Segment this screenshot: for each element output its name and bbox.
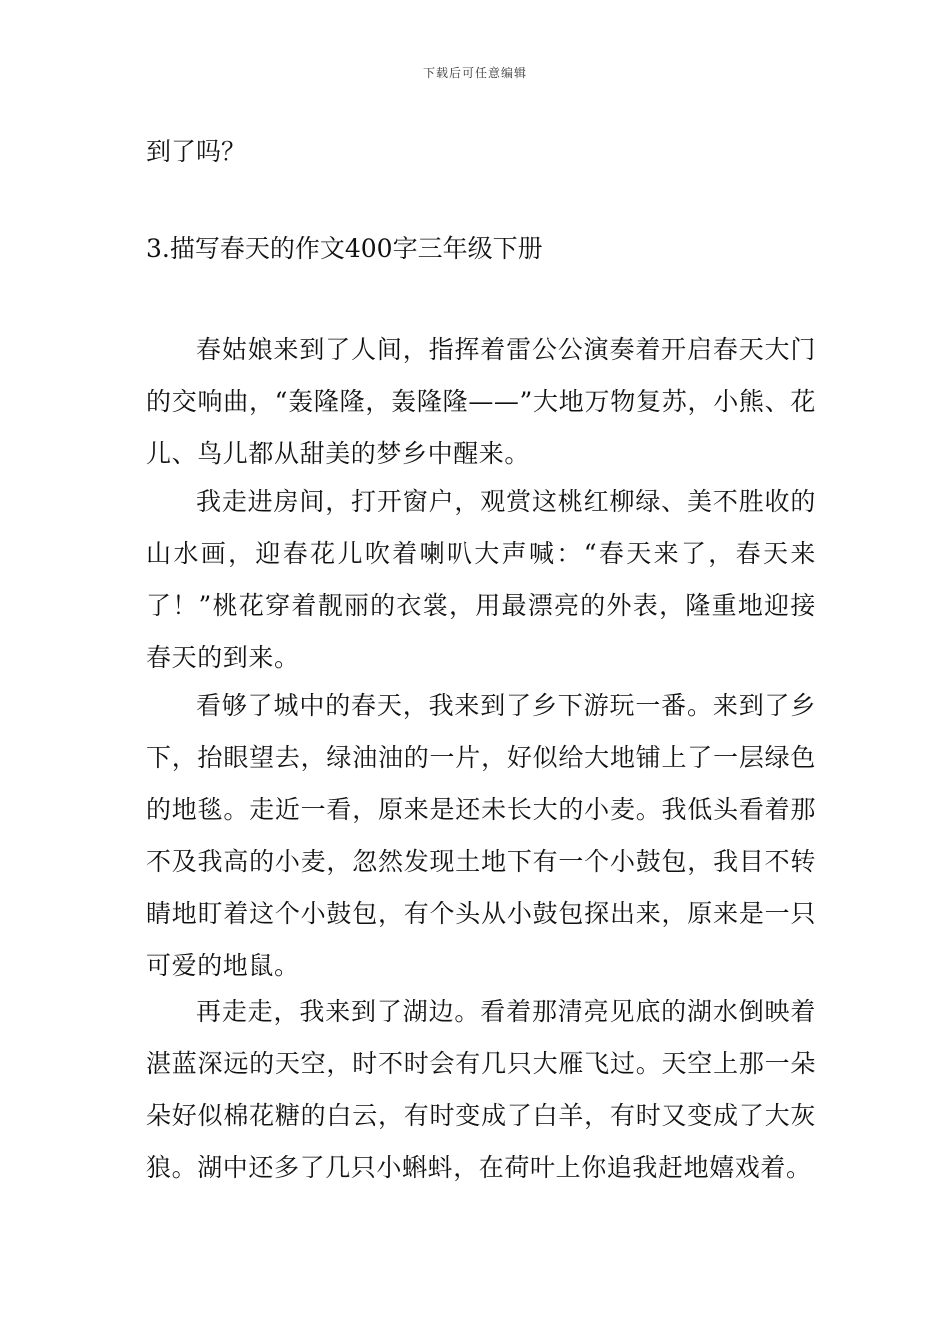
paragraph-4: 再走走，我来到了湖边。看着那清亮见底的湖水倒映着湛蓝深远的天空，时不时会有几只大雁飞过。天空上那一朵朵好似棉花糖的白云，有时变成了白羊，有时又变成了大灰狼。湖中还多了几只小蝌蚪，在荷叶上你追我赶地嬉戏着。	[146, 997, 816, 1182]
paragraph-2: 我走进房间，打开窗户，观赏这桃红柳绿、美不胜收的山水画，迎春花儿吹着喇叭大声喊：“春天来了，春天来了！”桃花穿着靓丽的衣裳，用最漂亮的外表，隆重地迎接春天的到来。	[146, 487, 816, 672]
paragraph-1: 春姑娘来到了人间，指挥着雷公公演奏着开启春天大门的交响曲，“轰隆隆，轰隆隆——”大地万物复苏，小熊、花儿、鸟儿都从甜美的梦乡中醒来。	[146, 335, 816, 468]
page-header: 下载后可任意编辑	[422, 66, 527, 80]
paragraph-3: 看够了城中的春天，我来到了乡下游玩一番。来到了乡下，抬眼望去，绿油油的一片，好似给大地铺上了一层绿色的地毯。走近一看，原来是还未长大的小麦。我低头看着那不及我高的小麦，忽然发现土地下有一个小鼓包，我目不转睛地盯着这个小鼓包，有个头从小鼓包探出来，原来是一只可爱的地鼠。	[146, 691, 816, 980]
continuation-text: 到了吗？	[146, 137, 247, 166]
section-heading: 3.描写春天的作文400字三年级下册	[146, 234, 543, 263]
